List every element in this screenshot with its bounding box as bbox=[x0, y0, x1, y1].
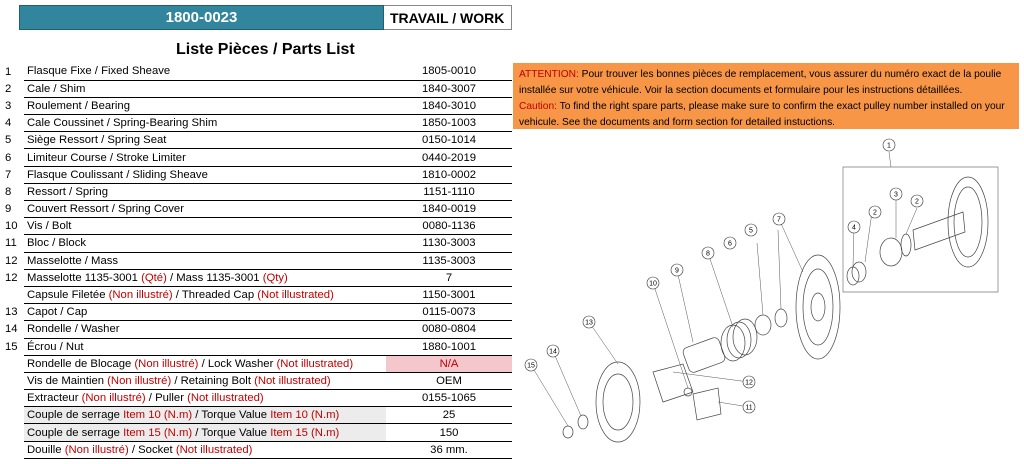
item-number: 9 bbox=[5, 203, 12, 216]
bearing-shim-4 bbox=[847, 267, 859, 285]
parts-row bbox=[0, 372, 512, 389]
part-number-cell: 0115-0073 bbox=[386, 304, 512, 321]
item-description bbox=[24, 321, 386, 338]
item-description bbox=[24, 183, 386, 200]
description-text: Vis / Bolt bbox=[27, 220, 72, 233]
note-text: Item 10 (N.m) bbox=[123, 409, 193, 422]
callout-3: 3 bbox=[894, 191, 898, 199]
item-description bbox=[24, 201, 386, 218]
parts-row bbox=[0, 218, 512, 235]
item-number bbox=[0, 286, 24, 303]
note-text: (Not illustrated) bbox=[254, 374, 331, 387]
shim-2a bbox=[901, 234, 911, 256]
parts-row bbox=[0, 201, 512, 218]
item-number: 12 bbox=[5, 254, 18, 267]
item-description bbox=[24, 355, 386, 372]
part-number-cell: 0150-1014 bbox=[386, 132, 512, 149]
callout-10: 10 bbox=[649, 280, 657, 288]
item-number: 7 bbox=[5, 168, 12, 181]
item-number bbox=[0, 355, 24, 372]
item-number bbox=[0, 372, 24, 389]
item-number bbox=[0, 424, 24, 441]
item-number: 3 bbox=[5, 99, 12, 112]
parts-row bbox=[0, 115, 512, 132]
description-text: Masselotte 1135-3001 bbox=[27, 271, 142, 284]
item-description bbox=[24, 269, 386, 286]
item-description bbox=[24, 235, 386, 252]
item-number bbox=[0, 390, 24, 407]
description-text: Capot / Cap bbox=[27, 306, 88, 319]
parts-row bbox=[0, 166, 512, 183]
part-number-cell: 1850-1003 bbox=[386, 115, 512, 132]
item-description bbox=[24, 441, 386, 458]
callout-15: 15 bbox=[527, 362, 535, 370]
description-text: / Lock Washer bbox=[198, 357, 277, 370]
item-description bbox=[24, 304, 386, 321]
parts-row bbox=[0, 355, 512, 372]
note-text: (Not illustrated) bbox=[175, 443, 253, 456]
note-text: Item 10 (N.m) bbox=[270, 409, 340, 422]
item-description bbox=[24, 132, 386, 149]
item-description bbox=[24, 63, 386, 80]
parts-row bbox=[0, 252, 512, 269]
parts-row bbox=[0, 97, 512, 114]
callout-12: 12 bbox=[745, 379, 753, 387]
item-description bbox=[24, 252, 386, 269]
item-number: 13 bbox=[5, 306, 18, 319]
description-text: Flasque Coulissant / Sliding Sheave bbox=[27, 168, 208, 181]
callout-7: 7 bbox=[777, 216, 781, 224]
item-description bbox=[24, 407, 386, 424]
part-number-cell: 1151-1110 bbox=[386, 183, 512, 200]
callout-4: 4 bbox=[852, 224, 856, 232]
washer bbox=[578, 415, 588, 429]
block bbox=[693, 388, 721, 420]
caution-text: To find the right spare parts, please make sure to confirm the exact pulley number installed on your vehicule. See the documents and form section for detailed instuctions. bbox=[519, 101, 1005, 128]
description-text: Vis de Maintien bbox=[27, 374, 108, 387]
item-description bbox=[24, 115, 386, 132]
spring-cover bbox=[682, 336, 727, 373]
item-number: 5 bbox=[5, 134, 12, 147]
parts-row bbox=[0, 80, 512, 97]
item-number: 2 bbox=[5, 82, 12, 95]
note-text: (Non illustré) bbox=[81, 392, 146, 405]
item-number bbox=[0, 407, 24, 424]
callout-9: 9 bbox=[675, 267, 679, 275]
note-text: Item 15 (N.m) bbox=[123, 426, 193, 439]
description-text: Roulement / Bearing bbox=[27, 99, 130, 112]
description-text: Flasque Fixe / Fixed Sheave bbox=[27, 65, 171, 78]
note-text: Item 15 (N.m) bbox=[270, 426, 340, 439]
attention-text: Pour trouver les bonnes pièces de remplacement, vous assurer du numéro exact de la poulie installée sur votre véhicule. Voir la section documents et formulaire pour les instructions détaillées. bbox=[519, 69, 1002, 96]
item-number: 10 bbox=[5, 220, 18, 233]
parts-row bbox=[0, 183, 512, 200]
description-text: Couvert Ressort / Spring Cover bbox=[27, 203, 184, 216]
stroke-limiter bbox=[755, 315, 771, 335]
parts-row bbox=[0, 338, 512, 355]
note-text: (Qty) bbox=[262, 271, 288, 284]
part-number-cell: 0155-1065 bbox=[386, 390, 512, 407]
parts-list-title: Liste Pièces / Parts List bbox=[176, 41, 355, 58]
callout-5: 5 bbox=[749, 227, 753, 235]
parts-row bbox=[0, 407, 512, 424]
part-number-cell: 0440-2019 bbox=[386, 149, 512, 166]
item-description bbox=[24, 97, 386, 114]
parts-table bbox=[0, 63, 512, 459]
parts-row bbox=[0, 286, 512, 303]
parts-row bbox=[0, 235, 512, 252]
bearing-3 bbox=[880, 238, 902, 266]
description-text: / Torque Value bbox=[192, 426, 271, 439]
part-number-cell: 1805-0010 bbox=[386, 63, 512, 80]
description-text: Rondelle / Washer bbox=[27, 323, 120, 336]
part-number-cell: 1130-3003 bbox=[386, 235, 512, 252]
callout-13: 13 bbox=[585, 319, 593, 327]
description-text: / Retaining Bolt bbox=[171, 374, 255, 387]
note-text: (Not illustrated) bbox=[187, 392, 264, 405]
callout-1: 1 bbox=[887, 142, 891, 150]
callout-2b: 2 bbox=[915, 198, 919, 206]
spring-seat bbox=[775, 309, 787, 327]
callout-11: 11 bbox=[745, 404, 753, 412]
part-number-cell: 1840-0019 bbox=[386, 201, 512, 218]
part-number-cell: 1840-3010 bbox=[386, 97, 512, 114]
work-label: TRAVAIL / WORK bbox=[390, 10, 505, 26]
description-text: Ressort / Spring bbox=[27, 185, 108, 198]
callout-8: 8 bbox=[706, 250, 710, 258]
item-number: 1 bbox=[5, 65, 12, 78]
mass bbox=[653, 364, 693, 402]
part-number-cell: 0080-0804 bbox=[386, 321, 512, 338]
description-text: / Socket bbox=[128, 443, 176, 456]
note-text: (Qté) bbox=[141, 271, 167, 284]
description-text: / Torque Value bbox=[192, 409, 271, 422]
item-number: 6 bbox=[5, 151, 12, 164]
description-text: Masselotte / Mass bbox=[27, 254, 119, 267]
item-number: 8 bbox=[5, 185, 12, 198]
part-number-cell: 1880-1001 bbox=[386, 338, 512, 355]
part-number-cell: 0080-1136 bbox=[386, 218, 512, 235]
item-description bbox=[24, 218, 386, 235]
description-text: Cale Coussinet / Spring-Bearing Shim bbox=[27, 117, 218, 130]
part-number-cell: 7 bbox=[386, 269, 512, 286]
part-number-header bbox=[19, 5, 384, 30]
nut bbox=[563, 426, 573, 438]
note-text: (Non illustré) bbox=[107, 374, 172, 387]
description-text: Douille bbox=[27, 443, 65, 456]
description-text: Rondelle de Blocage bbox=[27, 357, 135, 370]
description-text: Capsule Filetée bbox=[27, 289, 109, 302]
description-text: Bloc / Block bbox=[27, 237, 87, 250]
part-number-cell: 1840-3007 bbox=[386, 80, 512, 97]
callout-14: 14 bbox=[549, 348, 557, 356]
parts-row bbox=[0, 149, 512, 166]
part-number-cell: 150 bbox=[386, 424, 512, 441]
item-number: 14 bbox=[5, 323, 18, 336]
item-number bbox=[0, 441, 24, 458]
callout-6: 6 bbox=[728, 240, 732, 248]
parts-row bbox=[0, 424, 512, 441]
parts-row bbox=[0, 63, 512, 80]
parts-row bbox=[0, 269, 512, 286]
parts-row bbox=[0, 390, 512, 407]
description-text: / Mass 1135-3001 bbox=[166, 271, 263, 284]
part-number-cell: 1810-0002 bbox=[386, 166, 512, 183]
description-text: / Puller bbox=[145, 392, 188, 405]
parts-row bbox=[0, 304, 512, 321]
item-number: 4 bbox=[5, 117, 12, 130]
attention-label: ATTENTION: bbox=[519, 69, 579, 80]
part-number-cell: 1135-3003 bbox=[386, 252, 512, 269]
item-number: 11 bbox=[5, 237, 17, 250]
description-text: Écrou / Nut bbox=[27, 340, 84, 353]
bolt-10 bbox=[684, 388, 692, 396]
description-text: Cale / Shim bbox=[27, 82, 86, 95]
part-number-cell: N/A bbox=[386, 355, 512, 372]
item-description bbox=[24, 372, 386, 389]
item-description bbox=[24, 424, 386, 441]
note-text: (Not illustrated) bbox=[257, 289, 334, 302]
part-number-cell: OEM bbox=[386, 372, 512, 389]
exploded-pulley-diagram bbox=[513, 132, 1013, 462]
parts-row bbox=[0, 441, 512, 458]
item-description bbox=[24, 80, 386, 97]
item-description bbox=[24, 286, 386, 303]
part-number: 1800-0023 bbox=[165, 9, 238, 26]
item-description bbox=[24, 149, 386, 166]
part-number-cell: 36 mm. bbox=[386, 441, 512, 458]
parts-row bbox=[0, 132, 512, 149]
note-text: (Non illustré) bbox=[134, 357, 199, 370]
description-text: Extracteur bbox=[27, 392, 82, 405]
callout-2a: 2 bbox=[873, 209, 877, 217]
note-text: (Non illustré) bbox=[108, 289, 173, 302]
description-text: / Threaded Cap bbox=[172, 289, 258, 302]
description-text: Siège Ressort / Spring Seat bbox=[27, 134, 167, 147]
description-text: Couple de serrage bbox=[27, 426, 124, 439]
description-text: Couple de serrage bbox=[27, 409, 124, 422]
part-number-cell: 1150-3001 bbox=[386, 286, 512, 303]
note-text: (Not illustrated) bbox=[276, 357, 354, 370]
item-description bbox=[24, 390, 386, 407]
description-text: Limiteur Course / Stroke Limiter bbox=[27, 151, 186, 164]
parts-row bbox=[0, 321, 512, 338]
item-description bbox=[24, 338, 386, 355]
note-text: (Non illustré) bbox=[64, 443, 129, 456]
part-number-cell: 25 bbox=[386, 407, 512, 424]
item-number: 15 bbox=[5, 340, 18, 353]
item-number: 12 bbox=[5, 271, 18, 284]
item-description bbox=[24, 166, 386, 183]
attention-notice bbox=[513, 63, 1019, 129]
caution-label: Caution: bbox=[519, 101, 557, 112]
